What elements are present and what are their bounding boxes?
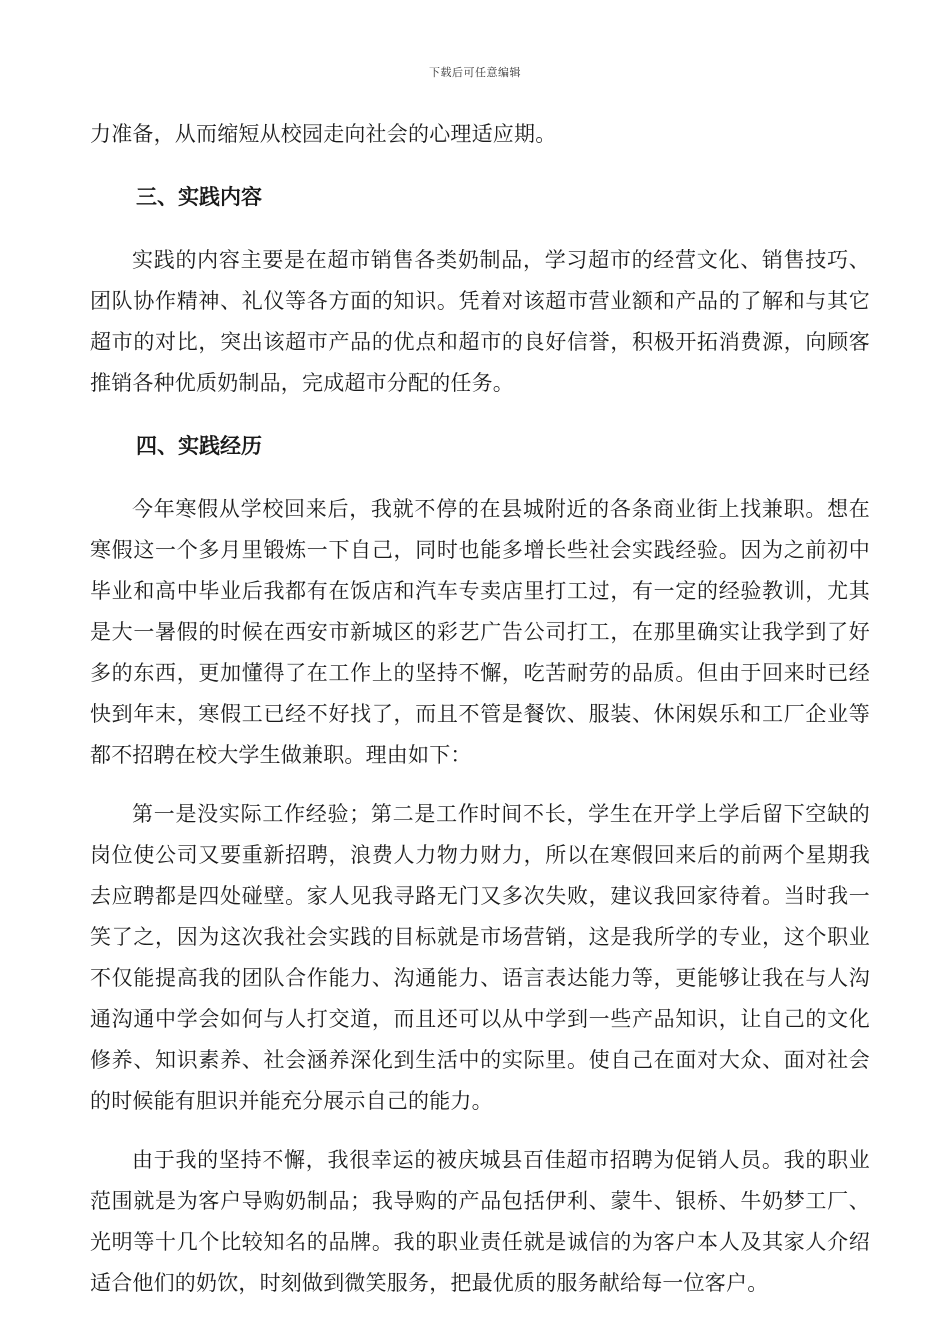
paragraph-experience-3: 由于我的坚持不懈，我很幸运的被庆城县百佳超市招聘为促销人员。我的职业范围就是为客户导购奶制品；我导购的产品包括伊利、蒙牛、银桥、牛奶梦工厂、光明等十几个比较知名的品牌。我的职业责任就是诚信的为客户本人及其家人介绍适合他们的奶饮，时刻做到微笑服务，把最优质的服务献给每一位客户。 [90,1148,870,1295]
section-heading-practice-content: 三、实践内容 [136,185,262,209]
paragraph-experience-1: 今年寒假从学校回来后，我就不停的在县城附近的各条商业街上找兼职。想在寒假这一个多月里锻炼一下自己，同时也能多增长些社会实践经验。因为之前初中毕业和高中毕业后我都有在饭店和汽车专卖店里打工过，有一定的经验教训，尤其是大一暑假的时候在西安市新城区的彩艺广告公司打工，在那里确实让我学到了好多的东西，更加懂得了在工作上的坚持不懈，吃苦耐劳的品质。但由于回来时已经快到年末，寒假工已经不好找了，而且不管是餐饮、服装、休闲娱乐和工厂企业等都不招聘在校大学生做兼职。理由如下： [90,497,870,767]
paragraph-experience-2: 第一是没实际工作经验；第二是工作时间不长，学生在开学上学后留下空缺的岗位使公司又要重新招聘，浪费人力物力财力，所以在寒假回来后的前两个星期我去应聘都是四处碰壁。家人见我寻路无门又多次失败，建议我回家待着。当时我一笑了之，因为这次我社会实践的目标就是市场营销，这是我所学的专业，这个职业不仅能提高我的团队合作能力、沟通能力、语言表达能力等，更能够让我在与人沟通沟通中学会如何与人打交道，而且还可以从中学到一些产品知识，让自己的文化修养、知识素养、社会涵养深化到生活中的实际里。使自己在面对大众、面对社会的时候能有胆识并能充分展示自己的能力。 [90,802,870,1113]
section-heading-practice-experience: 四、实践经历 [136,434,262,458]
document-body [90,114,870,1304]
paragraph-practice-content: 实践的内容主要是在超市销售各类奶制品，学习超市的经营文化、销售技巧、团队协作精神、礼仪等各方面的知识。凭着对该超市营业额和产品的了解和与其它超市的对比，突出该超市产品的优点和超市的良好信誉，积极开拓消费源，向顾客推销各种优质奶制品，完成超市分配的任务。 [90,248,870,395]
paragraph-continuation: 力准备，从而缩短从校园走向社会的心理适应期。 [90,122,557,146]
page-header-note: 下载后可任意编辑 [429,66,521,79]
